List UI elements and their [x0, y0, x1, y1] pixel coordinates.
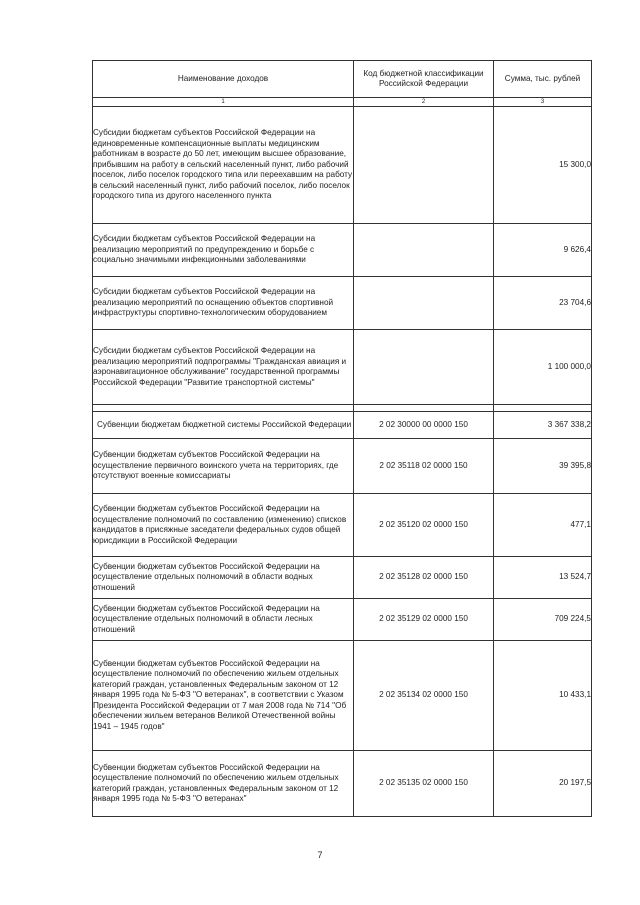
- revenue-name: Субвенции бюджетам субъектов Российской Федерации на осуществление отдельных полномочий в области лесных отношений: [93, 599, 354, 641]
- page-number: 7: [317, 850, 323, 860]
- revenue-table: [92, 60, 592, 817]
- revenue-name: Субсидии бюджетам субъектов Российской Федерации на реализацию мероприятий по предупреждению и борьбе с социально значимыми инфекционными заболеваниями: [93, 224, 354, 277]
- table-row: [93, 412, 592, 439]
- column-number-row: [93, 98, 592, 107]
- table-row: [93, 557, 592, 599]
- budget-code: [354, 224, 494, 277]
- budget-code: 2 02 35118 02 0000 150: [354, 439, 494, 494]
- revenue-name: Субвенции бюджетам бюджетной системы Российской Федерации: [93, 412, 354, 439]
- table-row: [93, 494, 592, 557]
- budget-code: 2 02 35120 02 0000 150: [354, 494, 494, 557]
- revenue-sum: 13 524,7: [494, 557, 592, 599]
- revenue-sum: 3 367 338,2: [494, 412, 592, 439]
- spacer-row: [93, 405, 592, 412]
- revenue-name: Субвенции бюджетам субъектов Российской Федерации на осуществление полномочий по обеспечению жильем отдельных категорий граждан, установленных Федеральным законом от 12 января 1995 года № 5-ФЗ "О ветеранах", в соответствии с Указом Президента Российской Федерации от 7 мая 2008 года № 714 "Об обеспечении жильем ветеранов Великой Отечественной войны 1941 – 1945 годов": [93, 641, 354, 751]
- budget-code: [354, 277, 494, 330]
- table-row: [93, 224, 592, 277]
- revenue-name: Субвенции бюджетам субъектов Российской Федерации на осуществление полномочий по обеспечению жильем отдельных категорий граждан, установленных Федеральным законом от 12 января 1995 года № 5-ФЗ "О ветеранах": [93, 751, 354, 817]
- table-row: [93, 107, 592, 224]
- column-number: 2: [354, 98, 494, 107]
- table-header-row: [93, 61, 592, 98]
- budget-code: 2 02 35134 02 0000 150: [354, 641, 494, 751]
- budget-code: 2 02 30000 00 0000 150: [354, 412, 494, 439]
- revenue-name: Субвенции бюджетам субъектов Российской Федерации на осуществление первичного воинского учета на территориях, где отсутствуют военные комиссариаты: [93, 439, 354, 494]
- revenue-sum: 15 300,0: [494, 107, 592, 224]
- column-number: 1: [93, 98, 354, 107]
- table-row: [93, 439, 592, 494]
- header-code: Код бюджетной классификации Российской Федерации: [354, 61, 494, 98]
- budget-code: 2 02 35128 02 0000 150: [354, 557, 494, 599]
- revenue-sum: 1 100 000,0: [494, 330, 592, 405]
- table-row: [93, 641, 592, 751]
- table-row: [93, 751, 592, 817]
- revenue-sum: 709 224,5: [494, 599, 592, 641]
- revenue-sum: 20 197,5: [494, 751, 592, 817]
- revenue-name: Субсидии бюджетам субъектов Российской Федерации на реализацию мероприятий подпрограммы "Гражданская авиация и аэронавигационное обслуживание" государственной программы Российской Федерации "Развитие транспортной системы": [93, 330, 354, 405]
- revenue-name: Субвенции бюджетам субъектов Российской Федерации на осуществление отдельных полномочий в области водных отношений: [93, 557, 354, 599]
- revenue-sum: 477,1: [494, 494, 592, 557]
- table-row: [93, 599, 592, 641]
- budget-code: [354, 107, 494, 224]
- header-name: Наименование доходов: [93, 61, 354, 98]
- revenue-name: Субвенции бюджетам субъектов Российской Федерации на осуществление полномочий по составлению (изменению) списков кандидатов в присяжные заседатели федеральных судов общей юрисдикции в Российской Федерации: [93, 494, 354, 557]
- header-sum: Сумма, тыс. рублей: [494, 61, 592, 98]
- table-row: [93, 277, 592, 330]
- column-number: 3: [494, 98, 592, 107]
- table-row: [93, 330, 592, 405]
- revenue-sum: 23 704,6: [494, 277, 592, 330]
- revenue-sum: 9 626,4: [494, 224, 592, 277]
- budget-code: [354, 330, 494, 405]
- revenue-name: Субсидии бюджетам субъектов Российской Федерации на реализацию мероприятий по оснащению объектов спортивной инфраструктуры спортивно-технологическим оборудованием: [93, 277, 354, 330]
- budget-code: 2 02 35129 02 0000 150: [354, 599, 494, 641]
- revenue-sum: 39 395,8: [494, 439, 592, 494]
- revenue-name: Субсидии бюджетам субъектов Российской Федерации на единовременные компенсационные выплаты медицинским работникам в возрасте до 50 лет, имеющим высшее образование, прибывшим на работу в сельский населенный пункт, либо рабочий поселок, либо поселок городского типа или переехавшим на работу в сельский населенный пункт, либо рабочий поселок, либо поселок городского типа из другого населенного пункта: [93, 107, 354, 224]
- revenue-sum: 10 433,1: [494, 641, 592, 751]
- budget-code: 2 02 35135 02 0000 150: [354, 751, 494, 817]
